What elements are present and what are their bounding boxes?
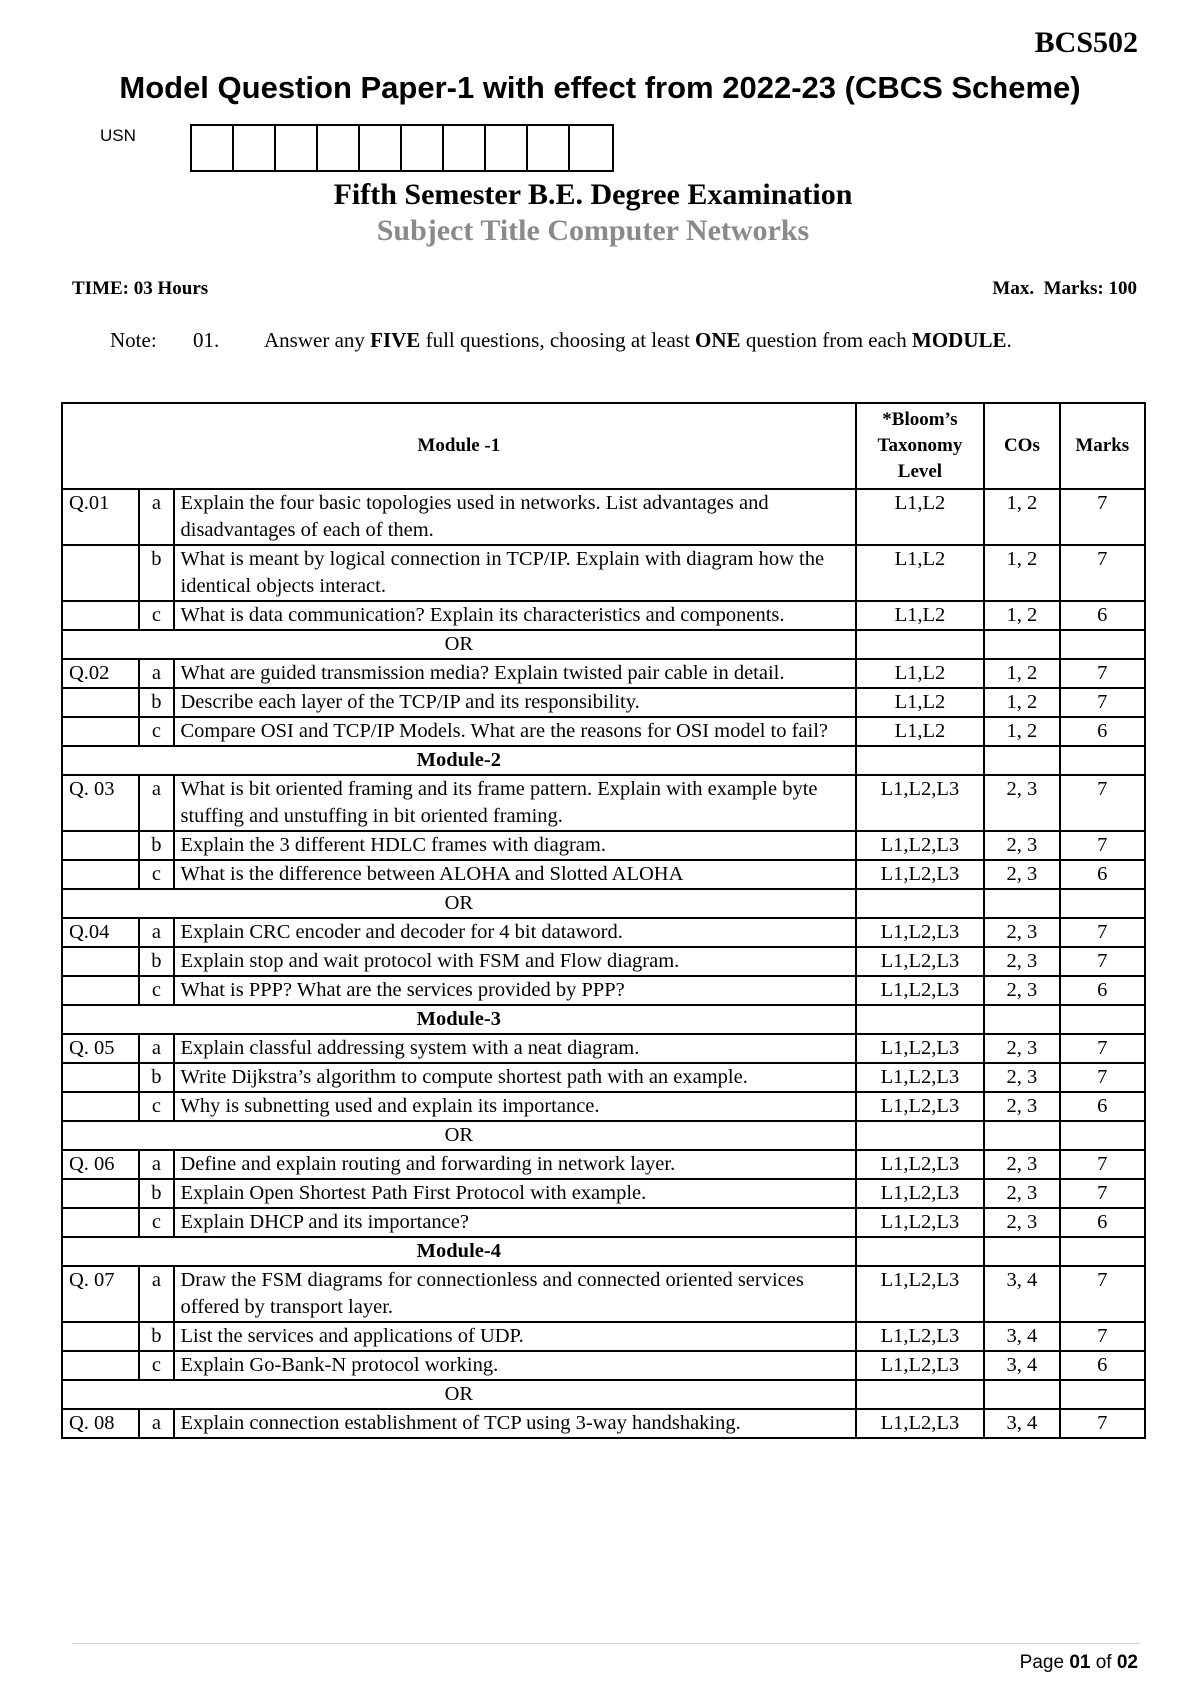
- exam-title: Fifth Semester B.E. Degree Examination: [333, 178, 853, 211]
- empty-cell: [856, 746, 985, 775]
- question-row: [62, 659, 1145, 688]
- question-number: Q.01: [62, 489, 139, 545]
- blooms-level: L1,L2: [856, 545, 985, 601]
- question-row: [62, 1034, 1145, 1063]
- question-number: Q.02: [62, 659, 139, 688]
- question-marks: 6: [1060, 1351, 1145, 1380]
- question-text: List the services and applications of UDP.: [174, 1322, 856, 1351]
- sub-question-label: c: [139, 976, 173, 1005]
- question-row: [62, 1092, 1145, 1121]
- empty-cell: [856, 1380, 985, 1409]
- question-text: Explain the 3 different HDLC frames with diagram.: [174, 831, 856, 860]
- course-outcome: 2, 3: [984, 1092, 1059, 1121]
- course-code: BCS502: [1034, 26, 1138, 59]
- question-row: [62, 831, 1145, 860]
- blooms-level: L1,L2,L3: [856, 1179, 985, 1208]
- question-text: Compare OSI and TCP/IP Models. What are the reasons for OSI model to fail?: [174, 717, 856, 746]
- question-row: [62, 947, 1145, 976]
- blooms-level: L1,L2: [856, 489, 985, 545]
- question-number: Q.04: [62, 918, 139, 947]
- sub-question-label: a: [139, 775, 173, 831]
- question-marks: 7: [1060, 947, 1145, 976]
- blooms-level: L1,L2: [856, 717, 985, 746]
- usn-box: [192, 126, 234, 170]
- course-outcome: 2, 3: [984, 1208, 1059, 1237]
- usn-label: USN: [100, 126, 136, 145]
- question-row: [62, 1351, 1145, 1380]
- note-emphasis: FIVE: [370, 328, 421, 352]
- question-table: [61, 402, 1146, 1439]
- question-row: [62, 1266, 1145, 1322]
- usn-box: [276, 126, 318, 170]
- page-prefix: Page: [1019, 1652, 1070, 1673]
- cos-header: COs: [984, 403, 1059, 489]
- blooms-level: L1,L2: [856, 688, 985, 717]
- blooms-level: L1,L2,L3: [856, 1208, 985, 1237]
- course-outcome: 3, 4: [984, 1351, 1059, 1380]
- question-number: Q. 05: [62, 1034, 139, 1063]
- question-text: Draw the FSM diagrams for connectionless and connected oriented services offered by transport layer.: [174, 1266, 856, 1322]
- course-outcome: 1, 2: [984, 601, 1059, 630]
- question-row: [62, 545, 1145, 601]
- blooms-level: L1,L2,L3: [856, 775, 985, 831]
- course-outcome: 1, 2: [984, 489, 1059, 545]
- course-outcome: 1, 2: [984, 659, 1059, 688]
- question-row: [62, 775, 1145, 831]
- question-row: [62, 1322, 1145, 1351]
- blooms-level: L1,L2: [856, 659, 985, 688]
- question-number: Q. 06: [62, 1150, 139, 1179]
- empty-cell: [984, 889, 1059, 918]
- empty-cell: [1060, 630, 1145, 659]
- sub-question-label: c: [139, 1208, 173, 1237]
- blooms-level: L1,L2,L3: [856, 1150, 985, 1179]
- question-text: Explain Go-Bank-N protocol working.: [174, 1351, 856, 1380]
- question-text: What is meant by logical connection in TCP/IP. Explain with diagram how the identical objects interact.: [174, 545, 856, 601]
- blooms-level: L1,L2,L3: [856, 1409, 985, 1438]
- empty-cell: [984, 1237, 1059, 1266]
- empty-cell: [1060, 746, 1145, 775]
- question-text: What are guided transmission media? Explain twisted pair cable in detail.: [174, 659, 856, 688]
- or-separator: OR: [62, 1121, 856, 1150]
- blooms-header: *Bloom’s Taxonomy Level: [856, 403, 985, 489]
- course-outcome: 3, 4: [984, 1409, 1059, 1438]
- question-text: Explain connection establishment of TCP using 3-way handshaking.: [174, 1409, 856, 1438]
- blooms-level: L1,L2,L3: [856, 1034, 985, 1063]
- empty-cell: [856, 1121, 985, 1150]
- question-number: [62, 717, 139, 746]
- section-row: [62, 1005, 1145, 1034]
- question-marks: 7: [1060, 688, 1145, 717]
- question-row: [62, 1063, 1145, 1092]
- course-outcome: 1, 2: [984, 688, 1059, 717]
- usn-box: [360, 126, 402, 170]
- note-text: .: [1006, 328, 1012, 352]
- note-text: question from each: [740, 328, 913, 352]
- sub-question-label: a: [139, 1034, 173, 1063]
- empty-cell: [856, 630, 985, 659]
- section-row: [62, 1237, 1145, 1266]
- question-number: [62, 1179, 139, 1208]
- question-number: [62, 947, 139, 976]
- sub-question-label: a: [139, 918, 173, 947]
- question-row: [62, 489, 1145, 545]
- section-row: [62, 630, 1145, 659]
- section-row: [62, 1121, 1145, 1150]
- instructions-note: [110, 328, 1140, 353]
- sub-question-label: b: [139, 831, 173, 860]
- empty-cell: [856, 1237, 985, 1266]
- blooms-level: L1,L2,L3: [856, 1322, 985, 1351]
- sub-question-label: c: [139, 1351, 173, 1380]
- paper-title: Model Question Paper-1 with effect from 2022-23 (CBCS Scheme): [119, 70, 1081, 105]
- question-marks: 7: [1060, 1266, 1145, 1322]
- question-text: Explain classful addressing system with a neat diagram.: [174, 1034, 856, 1063]
- blooms-level: L1,L2,L3: [856, 1092, 985, 1121]
- question-marks: 6: [1060, 976, 1145, 1005]
- question-row: [62, 918, 1145, 947]
- question-row: [62, 601, 1145, 630]
- section-row: [62, 746, 1145, 775]
- course-outcome: 2, 3: [984, 976, 1059, 1005]
- section-row: [62, 889, 1145, 918]
- question-text: Explain DHCP and its importance?: [174, 1208, 856, 1237]
- question-number: [62, 545, 139, 601]
- usn-input-boxes: [190, 124, 614, 172]
- question-number: [62, 1351, 139, 1380]
- blooms-level: L1,L2: [856, 601, 985, 630]
- usn-box: [234, 126, 276, 170]
- question-marks: 7: [1060, 918, 1145, 947]
- question-row: [62, 1150, 1145, 1179]
- course-outcome: 1, 2: [984, 717, 1059, 746]
- sub-question-label: b: [139, 947, 173, 976]
- module-header: Module -1: [62, 403, 856, 489]
- question-number: [62, 688, 139, 717]
- sub-question-label: b: [139, 1179, 173, 1208]
- empty-cell: [1060, 1237, 1145, 1266]
- empty-cell: [984, 746, 1059, 775]
- question-text: Define and explain routing and forwarding in network layer.: [174, 1150, 856, 1179]
- question-row: [62, 688, 1145, 717]
- sub-question-label: c: [139, 1092, 173, 1121]
- max-marks: Max. Marks: 100: [992, 278, 1137, 299]
- usn-box: [486, 126, 528, 170]
- table-header-row: [62, 403, 1145, 489]
- question-marks: 7: [1060, 659, 1145, 688]
- question-number: [62, 1208, 139, 1237]
- sub-question-label: c: [139, 860, 173, 889]
- question-number: Q. 08: [62, 1409, 139, 1438]
- sub-question-label: c: [139, 601, 173, 630]
- marks-header: Marks: [1060, 403, 1145, 489]
- empty-cell: [1060, 1005, 1145, 1034]
- question-marks: 7: [1060, 775, 1145, 831]
- question-marks: 6: [1060, 1092, 1145, 1121]
- or-separator: OR: [62, 889, 856, 918]
- course-outcome: 3, 4: [984, 1322, 1059, 1351]
- question-text: What is the difference between ALOHA and Slotted ALOHA: [174, 860, 856, 889]
- sub-question-label: b: [139, 1322, 173, 1351]
- empty-cell: [1060, 889, 1145, 918]
- blooms-level: L1,L2,L3: [856, 860, 985, 889]
- empty-cell: [856, 889, 985, 918]
- question-row: [62, 1208, 1145, 1237]
- question-number: [62, 860, 139, 889]
- page-total: 02: [1116, 1652, 1138, 1673]
- question-number: [62, 831, 139, 860]
- course-outcome: 2, 3: [984, 831, 1059, 860]
- blooms-level: L1,L2,L3: [856, 1266, 985, 1322]
- question-text: What is PPP? What are the services provided by PPP?: [174, 976, 856, 1005]
- empty-cell: [984, 1005, 1059, 1034]
- sub-question-label: b: [139, 1063, 173, 1092]
- question-text: Write Dijkstra’s algorithm to compute shortest path with an example.: [174, 1063, 856, 1092]
- question-row: [62, 717, 1145, 746]
- exam-time: TIME: 03 Hours: [72, 278, 209, 299]
- sub-question-label: a: [139, 1150, 173, 1179]
- empty-cell: [1060, 1121, 1145, 1150]
- question-marks: 7: [1060, 1322, 1145, 1351]
- question-row: [62, 1179, 1145, 1208]
- blooms-level: L1,L2,L3: [856, 831, 985, 860]
- question-number: [62, 601, 139, 630]
- question-marks: 6: [1060, 860, 1145, 889]
- question-marks: 7: [1060, 1034, 1145, 1063]
- footer-divider: [72, 1643, 1140, 1644]
- question-text: What is bit oriented framing and its frame pattern. Explain with example byte stuffing and unstuffing in bit oriented framing.: [174, 775, 856, 831]
- empty-cell: [984, 630, 1059, 659]
- blooms-level: L1,L2,L3: [856, 1351, 985, 1380]
- question-text: Explain the four basic topologies used in networks. List advantages and disadvantages of each of them.: [174, 489, 856, 545]
- sub-question-label: b: [139, 545, 173, 601]
- sub-question-label: a: [139, 659, 173, 688]
- course-outcome: 2, 3: [984, 1179, 1059, 1208]
- module-heading: Module-3: [62, 1005, 856, 1034]
- question-text: Describe each layer of the TCP/IP and its responsibility.: [174, 688, 856, 717]
- note-label: Note:: [110, 328, 157, 352]
- course-outcome: 2, 3: [984, 1034, 1059, 1063]
- usn-box: [570, 126, 612, 170]
- note-emphasis: ONE: [695, 328, 741, 352]
- question-marks: 7: [1060, 545, 1145, 601]
- module-heading: Module-2: [62, 746, 856, 775]
- course-outcome: 2, 3: [984, 775, 1059, 831]
- empty-cell: [1060, 1380, 1145, 1409]
- sub-question-label: a: [139, 1266, 173, 1322]
- question-text: What is data communication? Explain its characteristics and components.: [174, 601, 856, 630]
- or-separator: OR: [62, 630, 856, 659]
- question-rows: [62, 489, 1145, 1438]
- module-heading: Module-4: [62, 1237, 856, 1266]
- course-outcome: 2, 3: [984, 1063, 1059, 1092]
- usn-box: [318, 126, 360, 170]
- blooms-level: L1,L2,L3: [856, 1063, 985, 1092]
- question-marks: 7: [1060, 1409, 1145, 1438]
- page-number: [1020, 1652, 1138, 1674]
- question-row: [62, 1409, 1145, 1438]
- course-outcome: 2, 3: [984, 860, 1059, 889]
- question-row: [62, 860, 1145, 889]
- or-separator: OR: [62, 1380, 856, 1409]
- course-outcome: 1, 2: [984, 545, 1059, 601]
- usn-box: [444, 126, 486, 170]
- question-number: Q. 07: [62, 1266, 139, 1322]
- sub-question-label: b: [139, 688, 173, 717]
- question-number: [62, 976, 139, 1005]
- question-marks: 6: [1060, 601, 1145, 630]
- empty-cell: [984, 1380, 1059, 1409]
- question-marks: 7: [1060, 1063, 1145, 1092]
- subject-title: Subject Title Computer Networks: [376, 214, 810, 247]
- note-number: 01.: [193, 328, 220, 352]
- question-marks: 7: [1060, 831, 1145, 860]
- usn-box: [402, 126, 444, 170]
- question-number: Q. 03: [62, 775, 139, 831]
- question-marks: 7: [1060, 1179, 1145, 1208]
- question-number: [62, 1322, 139, 1351]
- question-number: [62, 1092, 139, 1121]
- question-marks: 6: [1060, 717, 1145, 746]
- question-row: [62, 976, 1145, 1005]
- question-text: Explain CRC encoder and decoder for 4 bit dataword.: [174, 918, 856, 947]
- blooms-level: L1,L2,L3: [856, 918, 985, 947]
- page-current: 01: [1069, 1652, 1091, 1673]
- note-text: Answer any: [264, 328, 371, 352]
- sub-question-label: a: [139, 1409, 173, 1438]
- question-number: [62, 1063, 139, 1092]
- blooms-level: L1,L2,L3: [856, 947, 985, 976]
- section-row: [62, 1380, 1145, 1409]
- note-text: full questions, choosing at least: [420, 328, 696, 352]
- question-text: Why is subnetting used and explain its importance.: [174, 1092, 856, 1121]
- usn-box: [528, 126, 570, 170]
- course-outcome: 2, 3: [984, 918, 1059, 947]
- course-outcome: 2, 3: [984, 947, 1059, 976]
- question-marks: 7: [1060, 489, 1145, 545]
- question-marks: 7: [1060, 1150, 1145, 1179]
- course-outcome: 2, 3: [984, 1150, 1059, 1179]
- sub-question-label: c: [139, 717, 173, 746]
- question-text: Explain Open Shortest Path First Protocol with example.: [174, 1179, 856, 1208]
- question-marks: 6: [1060, 1208, 1145, 1237]
- question-text: Explain stop and wait protocol with FSM and Flow diagram.: [174, 947, 856, 976]
- sub-question-label: a: [139, 489, 173, 545]
- blooms-level: L1,L2,L3: [856, 976, 985, 1005]
- page-of: of: [1090, 1652, 1117, 1673]
- empty-cell: [856, 1005, 985, 1034]
- course-outcome: 3, 4: [984, 1266, 1059, 1322]
- empty-cell: [984, 1121, 1059, 1150]
- note-emphasis: MODULE: [912, 328, 1007, 352]
